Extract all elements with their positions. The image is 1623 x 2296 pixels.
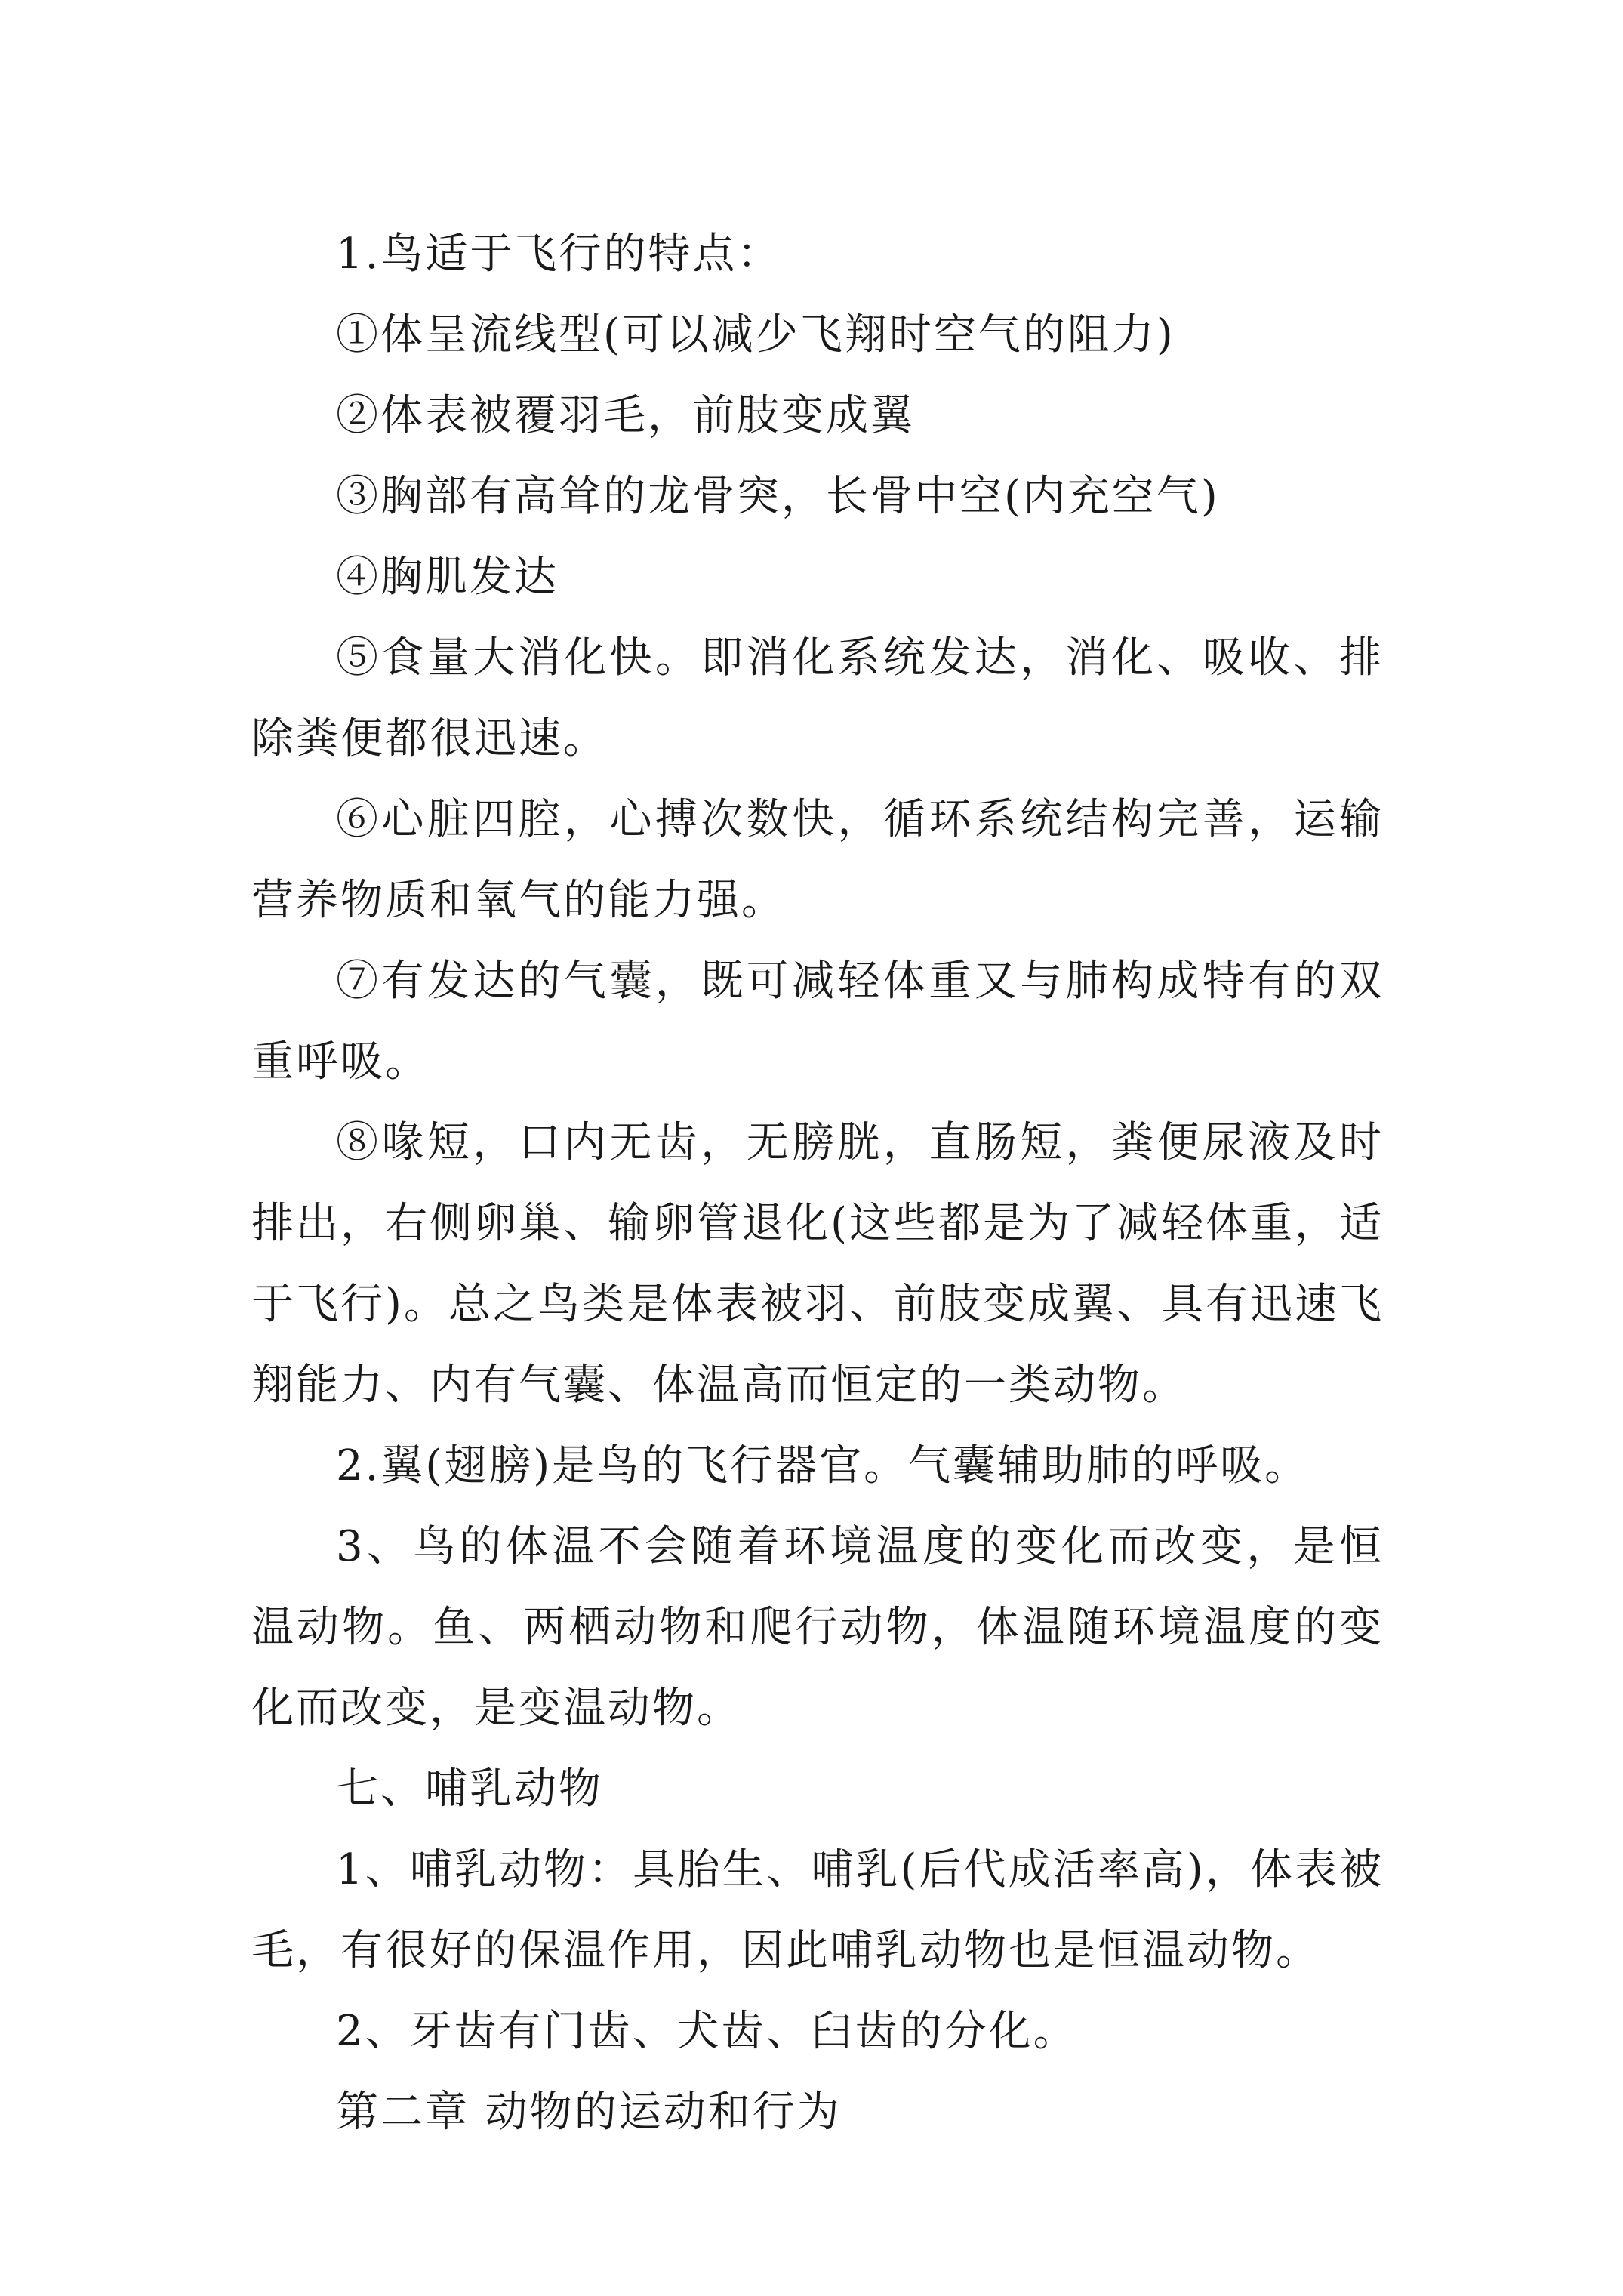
paragraph-point-4: ④胸肌发达 bbox=[336, 553, 559, 602]
paragraph-point-3: ③胸部有高耸的龙骨突，长骨中空(内充空气) bbox=[336, 472, 1220, 521]
paragraph-wing: 2.翼(翅膀)是鸟的飞行器官。气囊辅助肺的呼吸。 bbox=[336, 1441, 1310, 1490]
paragraph-body-temperature: 3、鸟的体温不会随着环境温度的变化而改变，是恒温动物。鱼、两栖动物和爬行动物，体温随环境温度的变化而改变，是变温动物。 bbox=[251, 1522, 1384, 1733]
paragraph-point-5: ⑤食量大消化快。即消化系统发达，消化、吸收、排除粪便都很迅速。 bbox=[251, 633, 1384, 763]
paragraph-mammals-2: 2、牙齿有门齿、犬齿、臼齿的分化。 bbox=[336, 2007, 1078, 2056]
paragraph-point-1: ①体呈流线型(可以减少飞翔时空气的阻力) bbox=[336, 310, 1175, 359]
document-body bbox=[251, 214, 1384, 2153]
paragraph-bird-flight-heading: 1.鸟适于飞行的特点： bbox=[336, 230, 782, 279]
paragraph-mammals-1: 1、哺乳动物：具胎生、哺乳(后代成活率高)，体表被毛，有很好的保温作用，因此哺乳动物也是恒温动物。 bbox=[251, 1845, 1384, 1975]
section-heading-mammals: 七、哺乳动物 bbox=[336, 1764, 603, 1814]
paragraph-point-8: ⑧喙短，口内无齿，无膀胱，直肠短，粪便尿液及时排出，右侧卵巢、输卵管退化(这些都是为了减轻体重，适于飞行)。总之鸟类是体表被羽、前肢变成翼、具有迅速飞翔能力、内有气囊、体温高而恒定的一类动物。 bbox=[251, 1118, 1384, 1410]
paragraph-point-7: ⑦有发达的气囊，既可减轻体重又与肺构成特有的双重呼吸。 bbox=[251, 957, 1384, 1086]
paragraph-point-6: ⑥心脏四腔，心搏次数快，循环系统结构完善，运输营养物质和氧气的能力强。 bbox=[251, 795, 1384, 925]
paragraph-point-2: ②体表被覆羽毛，前肢变成翼 bbox=[336, 391, 915, 440]
chapter-heading: 第二章 动物的运动和行为 bbox=[336, 2088, 842, 2137]
